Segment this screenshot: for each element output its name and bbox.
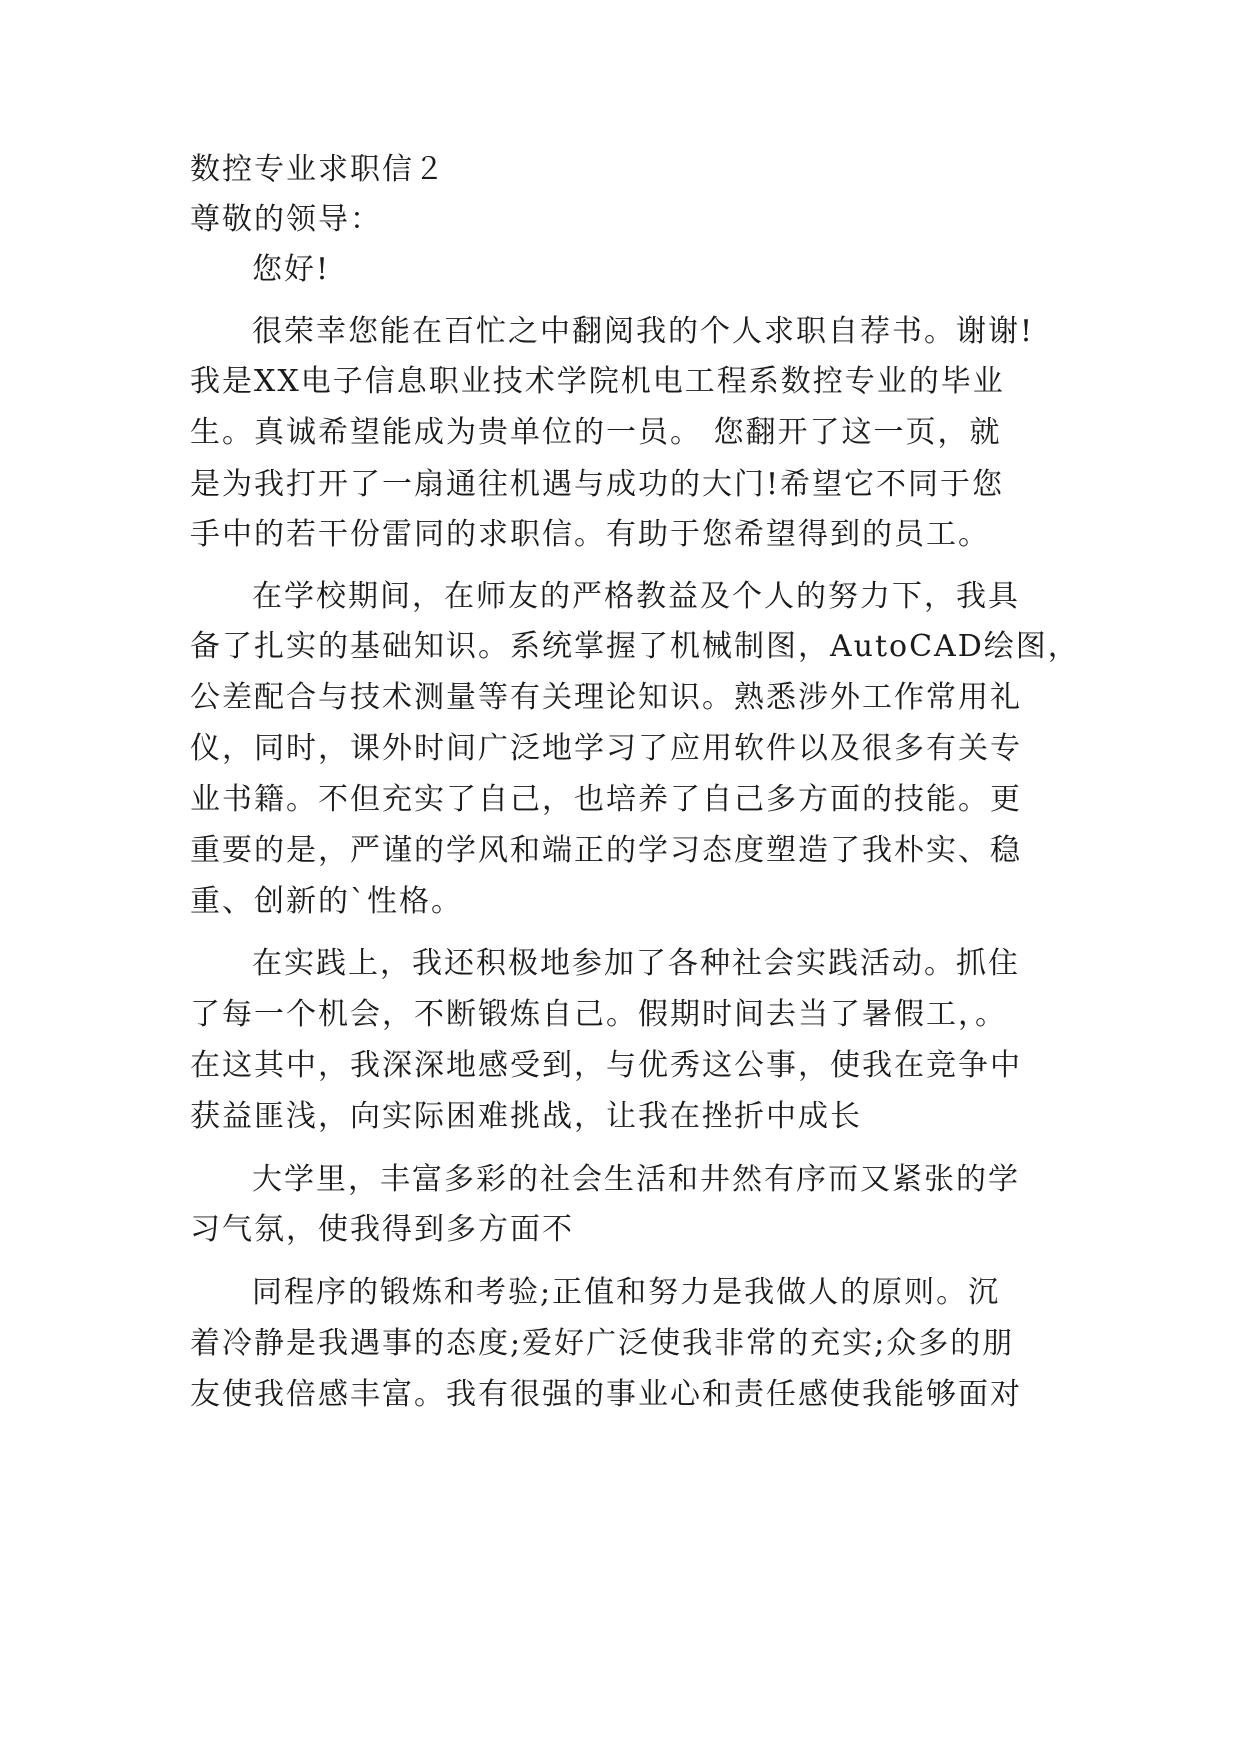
body-line: 重要的是，严谨的学风和端正的学习态度塑造了我朴实、稳: [190, 833, 1022, 868]
body-line: 生。真诚希望能成为贵单位的一员。 您翻开了这一页，就: [190, 415, 1002, 450]
body-line: 大学里，丰富多彩的社会生活和井然有序而又紧张的学: [252, 1162, 1020, 1197]
body-line: 同程序的锻炼和考验;正值和努力是我做人的原则。沉: [252, 1275, 1001, 1310]
body-line: 手中的若干份雷同的求职信。有助于您希望得到的员工。: [190, 517, 990, 552]
greeting: 您好!: [252, 252, 331, 287]
body-line: 在学校期间，在师友的严格教益及个人的努力下，我具: [252, 579, 1020, 614]
salutation: 尊敬的领导：: [190, 202, 382, 237]
body-line: 仪，同时，课外时间广泛地学习了应用软件以及很多有关专: [190, 731, 1022, 766]
body-line: 着冷静是我遇事的态度;爱好广泛使我非常的充实;众多的朋: [190, 1326, 1015, 1361]
body-line: 业书籍。不但充实了自己，也培养了自己多方面的技能。更: [190, 782, 1022, 817]
body-line: 重、创新的`性格。: [190, 884, 463, 919]
body-line: 在实践上，我还积极地参加了各种社会实践活动。抓住: [252, 946, 1020, 981]
body-line: 备了扎实的基础知识。系统掌握了机械制图，AutoCAD绘图，: [190, 629, 1080, 664]
body-line: 友使我倍感丰富。我有很强的事业心和责任感使我能够面对: [190, 1377, 1022, 1412]
body-line: 公差配合与技术测量等有关理论知识。熟悉涉外工作常用礼: [190, 680, 1022, 715]
body-line: 了每一个机会，不断锻炼自己。假期时间去当了暑假工，。: [190, 997, 1007, 1032]
body-line: 是为我打开了一扇通往机遇与成功的大门!希望它不同于您: [190, 467, 1005, 502]
body-line: 在这其中，我深深地感受到，与优秀这公事，使我在竞争中: [190, 1048, 1022, 1083]
body-line: 很荣幸您能在百忙之中翻阅我的个人求职自荐书。谢谢!: [252, 314, 1035, 349]
body-line: 我是XX电子信息职业技术学院机电工程系数控专业的毕业: [190, 364, 1005, 399]
document-title: 数控专业求职信２: [190, 152, 446, 187]
body-line: 获益匪浅，向实际困难挑战，让我在挫折中成长: [190, 1099, 862, 1134]
body-line: 习气氛，使我得到多方面不: [190, 1212, 574, 1247]
